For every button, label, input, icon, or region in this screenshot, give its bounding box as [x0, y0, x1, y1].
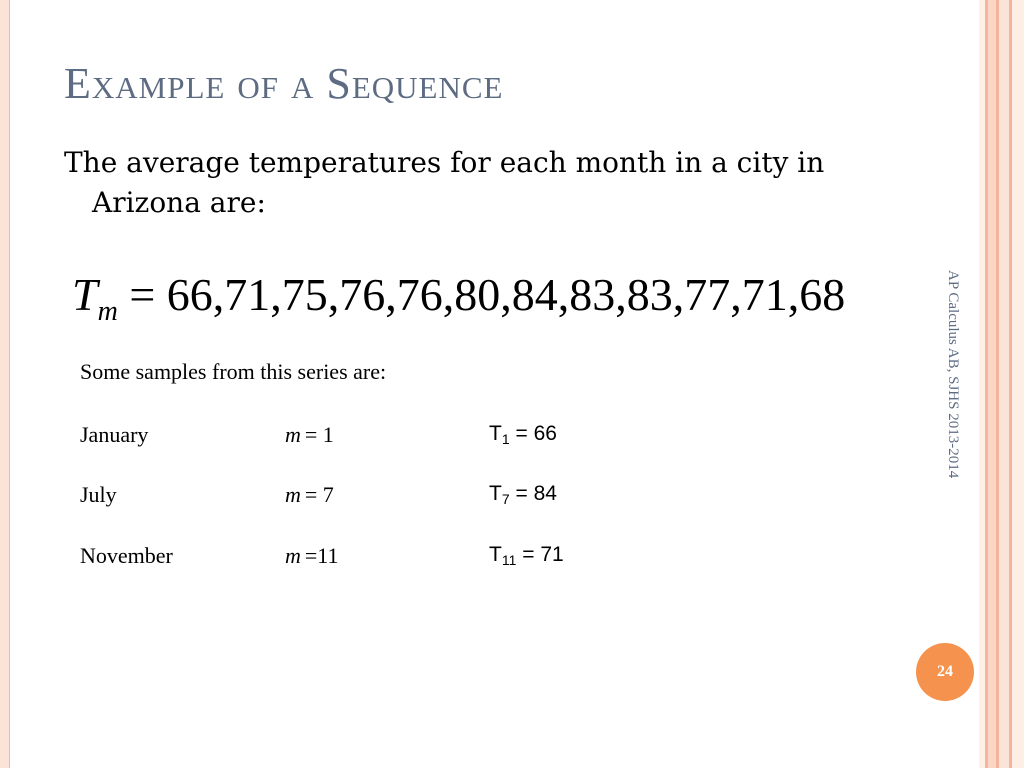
sample-m-value: m = 7 [285, 482, 334, 507]
sequence-subscript: m [97, 296, 118, 327]
sample-m-value: m = 1 [285, 422, 334, 447]
left-border-decoration [0, 0, 10, 768]
samples-label: Some samples from this series are: [80, 359, 387, 384]
sample-m-value: m =11 [285, 543, 339, 568]
slide-title: Example of a Sequence [64, 59, 504, 108]
equals-sign: = [129, 269, 156, 320]
sample-month: November [80, 543, 173, 568]
sequence-equation [72, 268, 845, 328]
sequence-variable: T [72, 269, 98, 320]
page-number-badge: 24 [916, 643, 974, 701]
sample-t-value: $T_1 = 66$ [489, 422, 557, 447]
course-footer-vertical: AP Calculus AB, SJHS 2013-2014 [945, 270, 961, 479]
intro-text: The average temperatures for each month in a city in Arizona are: [64, 146, 825, 219]
sample-t-value: $T_{11} = 71$ [489, 543, 564, 568]
sample-month: January [80, 422, 149, 447]
sequence-values: 66,71,75,76,76,80,84,83,83,77,71,68 [166, 269, 846, 320]
sample-t-value: $T_7 = 84$ [489, 482, 557, 507]
right-border-decoration [979, 0, 1024, 768]
sample-month: July [80, 482, 117, 507]
